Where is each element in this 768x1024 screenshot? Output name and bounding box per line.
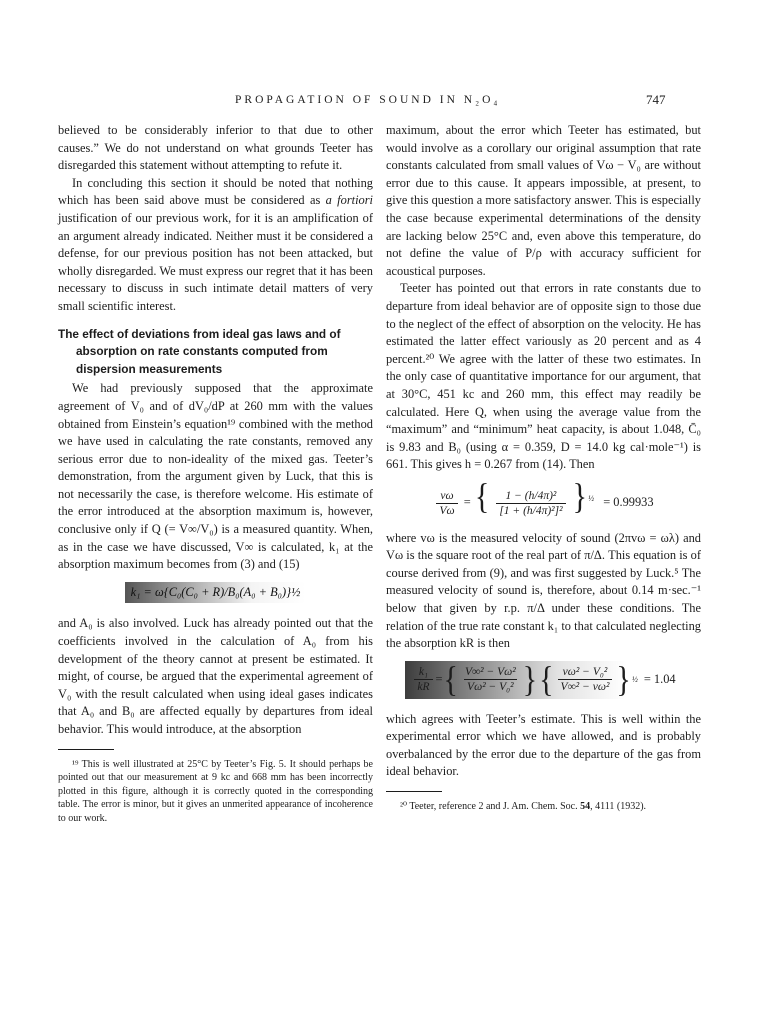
equation-result: = 0.99933 — [603, 494, 654, 509]
footnote-19: ¹⁹ This is well illustrated at 25°C by Teeter’s Fig. 5. It should perhaps be pointed out that our measurement at 9 kc and 668 mm has been incorrectly plotted in this figure, although it is correctly quoted in the corresponding table. The error is minor, but it gives an unmerited appearance of incoherence to our work. — [58, 758, 373, 824]
fraction-lhs: $\frac{v\omega}{V\omega}$ — [436, 489, 457, 518]
footnote-divider — [58, 749, 114, 750]
right-column — [386, 122, 701, 814]
equation-rate-ratio: $\frac{\text{k₁}}{kR}$ = { $\frac{\text{V∞² − Vω²}}{\text{Vω² − V₀²}}$ } { $\frac{\text{vω² − V₀²}}{\text{V∞² − vω²}}$ } ½ = 1.04 — [386, 661, 701, 699]
fraction-second: $\frac{\text{vω² − V₀²}}{\text{V∞² − vω²}}$ — [558, 665, 613, 694]
left-column — [58, 122, 373, 826]
paragraph: Teeter has pointed out that errors in rate constants due to departure from ideal behavior are of opposite sign to those due to the neglect of the effect of absorption on the velocity. He has estimated the latter effect variously as 20 percent and as 4 percent.²⁰ We agree with the latter of these two estimates. In the only case of quantitative importance for our argument, that at 30°C, 451 kc and 260 mm, this effect may readily be calculated. Here Q, when using the average value from the “maximum” and “minimum” heat capacity, is about 1.048, C̄₀ is 9.83 and B₀ (using α = 0.359, D = 14.0 kg cal·mole⁻¹) is 661. This gives h = 0.267 from (14). Then — [386, 281, 701, 472]
equation-rate-constant — [58, 582, 373, 604]
paragraph: where vω is the measured velocity of sound (2πvω = ωλ) and Vω is the square root of the real part of π/Δ. This equation is of course derived from (9), and was first suggested by Luck.⁵ The measured velocity of sound is, therefore, about 0.14 m·sec.⁻¹ below that given by r.p. π/Δ under these conditions. The relation of the true rate constant k₁ to that calculated neglecting the absorption kR is then — [386, 530, 701, 651]
equation-result: = 1.04 — [643, 671, 676, 686]
fraction-first: $\frac{\text{V∞² − Vω²}}{\text{Vω² − V₀²}}$ — [464, 666, 516, 694]
footnote-divider — [386, 791, 442, 792]
fraction-rhs: $\frac{\text{1 − (h/4π)²}}{\text{[1 + (h/4π)²]²}}$ — [496, 489, 565, 518]
paragraph: believed to be considerably inferior to that due to other causes.” We do not understand on what grounds Teeter has disregarded this statement without attempting to refute it. — [58, 123, 373, 173]
paragraph: which agrees with Teeter’s estimate. This is well within the experimental error which we have allowed, and is probably overbalanced by the error due to the departure of the gas from ideal behavior. — [386, 711, 701, 779]
paragraph: maximum, about the error which Teeter has estimated, but would involve as a corollary our original assumption that rate constants calculated from small values of Vω − V₀ are without error due to this cause. It appears impossible, at present, to give this question a more satisfactory answer. This is especially the case because experimental determinations of the density are lacking below 25°C and, even above this temperature, do not define the value of P/ρ with accuracy sufficient for acoustical purposes. — [386, 123, 701, 278]
equation-text: k₁ = ω{C₀(C₀ + R)/B₀(A₀ + B₀)}½ — [125, 582, 307, 604]
page-number: 747 — [646, 92, 666, 107]
running-head: PROPAGATION OF SOUND IN N₂O₄ — [235, 94, 501, 106]
fraction-lhs: $\frac{\text{k₁}}{kR}$ — [414, 665, 432, 694]
footnote-20: ²⁰ Teeter, reference 2 and J. Am. Chem. Soc. 54, 4111 (1932). — [400, 801, 647, 813]
paragraph: In concluding this section it should be noted that nothing which has been said above must be considered as a fortiori justification of our previous work, for it is an amplification of an argument already indicated. Neither must it be considered a defense, for our previous position has not been attacked, but wholly disregarded. We must express our regret that it has been necessary to discuss in such intimate detail matters of very small scientific interest. — [58, 175, 373, 313]
equation-velocity-ratio: $\frac{v\omega}{V\omega}$ = { $\frac{\text{1 − (h/4π)²}}{\text{[1 + (h/4π)²]²}}$ }$^{\frac{1}{2}}$ = 0.99933 — [386, 482, 701, 518]
section-heading: The effect of deviations from ideal gas laws and of absorption on rate constants computed from dispersion measurements — [58, 326, 341, 376]
paragraph: and A₀ is also involved. Luck has already pointed out that the coefficients involved in the calculation of A₀ from his development of the theory cannot at present be estimated. It might, of course, be argued that the experimental agreement of V₀ with the result calculated when using ideal gases indicates that A₀ and B₀ are affected equally by departures from ideal behavior. This would introduce, at the absorption — [58, 616, 373, 736]
italic-phrase: a fortiori — [325, 193, 373, 208]
paragraph: We had previously supposed that the approximate agreement of V₀ and of dV₀/dP at 260 mm with the values obtained from Einstein’s equation¹⁹ combined with the method we have used in calculating the rate constants, removed any serious error due to non-ideality of the mixed gas. Teeter’s demonstration, from the argument given by Luck, that this is not necessarily the case, is therefore welcome. His estimate of the error introduced at the absorption maximum is, however, conclusive only if Q (= V∞/V₀) is a measured quantity. When, as in the case we have discussed, V∞ is calculated, k₁ at the absorption maximum becomes from (3) and (15) — [58, 381, 373, 572]
